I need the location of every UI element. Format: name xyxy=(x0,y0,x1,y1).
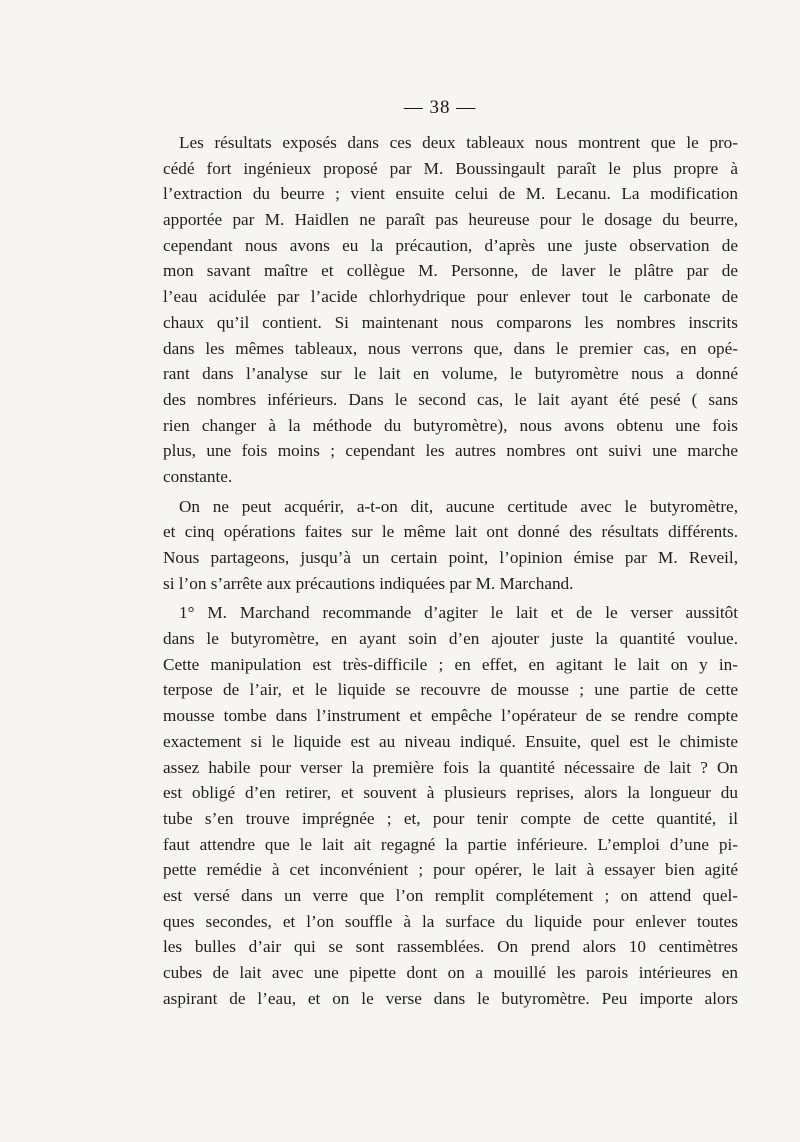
text-line: aspirant de l’eau, et on le verse dans le butyromètre. Peu importe alors xyxy=(163,988,738,1008)
text-line: plus, une fois moins ; cependant les autres nombres ont suivi une marche xyxy=(163,441,738,461)
text-line: cubes de lait avec une pipette dont on a mouillé les parois intérieures en xyxy=(163,963,738,982)
text-line: pette remédie à cet inconvénient ; pour opérer, le lait à essayer bien agité xyxy=(163,860,738,880)
text-line: les bulles d’air qui se sont rassemblées. On prend alors 10 centimètres xyxy=(163,937,738,957)
text-line: On ne peut acquérir, a-t-on dit, aucune certitude avec le butyromètre, xyxy=(179,496,738,516)
text-line: ques secondes, et l’on souffle à la surface du liquide pour enlever toutes xyxy=(163,911,738,931)
text-line: Nous partageons, jusqu’à un certain point, l’opinion émise par M. Reveil, xyxy=(163,548,738,567)
text-line: Les résultats exposés dans ces deux tableaux nous montrent que le pro- xyxy=(179,133,738,152)
text-line: mon savant maître et collègue M. Personne, de laver le plâtre par de xyxy=(163,261,738,281)
text-line: cédé fort ingénieux proposé par M. Boussingault paraît le plus propre à xyxy=(163,158,738,178)
text-line: assez habile pour verser la première fois la quantité nécessaire de lait ? On xyxy=(163,757,738,777)
text-line: mousse tombe dans l’instrument et empêche l’opérateur de se rendre compte xyxy=(163,706,738,726)
text-line: 1° M. Marchand recommande d’agiter le lait et de le verser aussitôt xyxy=(179,603,738,623)
text-line: terpose de l’air, et le liquide se recouvre de mousse ; une partie de cette xyxy=(163,680,738,700)
text-line: apportée par M. Haidlen ne paraît pas heureuse pour le dosage du beurre, xyxy=(163,210,738,230)
text-line: dans le butyromètre, en ayant soin d’en ajouter juste la quantité voulue. xyxy=(163,629,738,649)
text-line: cependant nous avons eu la précaution, d’après une juste observation de xyxy=(163,235,738,255)
text-line: l’extraction du beurre ; vient ensuite celui de M. Lecanu. La modification xyxy=(163,184,738,204)
text-line: tube s’en trouve imprégnée ; et, pour tenir compte de cette quantité, il xyxy=(163,808,738,828)
text-line: faut attendre que le lait ait regagné la partie inférieure. L’emploi d’une pi- xyxy=(163,834,738,854)
text-line: rant dans l’analyse sur le lait en volume, le butyromètre nous a donné xyxy=(163,364,738,384)
text-line: Cette manipulation est très-difficile ; en effet, en agitant le lait on y in- xyxy=(163,654,738,674)
page-number: — 38 — xyxy=(403,97,477,118)
text-line: rien changer à la méthode du butyromètre), nous avons obtenu une fois xyxy=(163,415,738,435)
text-line: est obligé d’en retirer, et souvent à plusieurs reprises, alors la longueur du xyxy=(163,783,738,803)
body-text xyxy=(163,130,738,1011)
text-line: si l’on s’arrête aux précautions indiquées par M. Marchand. xyxy=(163,573,574,593)
text-line: chaux qu’il contient. Si maintenant nous comparons les nombres inscrits xyxy=(163,312,738,332)
text-line: des nombres inférieurs. Dans le second cas, le lait ayant été pesé ( sans xyxy=(163,389,738,409)
text-line: dans les mêmes tableaux, nous verrons que, dans le premier cas, en opé- xyxy=(163,338,738,358)
text-line: l’eau acidulée par l’acide chlorhydrique pour enlever tout le carbonate de xyxy=(163,287,738,307)
paragraph-3 xyxy=(163,600,738,1011)
text-line: constante. xyxy=(163,466,233,486)
text-line: et cinq opérations faites sur le même lait ont donné des résultats différents. xyxy=(163,522,738,542)
paragraph-1 xyxy=(163,130,738,490)
text-line: est versé dans un verre que l’on remplit complétement ; on attend quel- xyxy=(163,885,738,905)
text-line: exactement si le liquide est au niveau indiqué. Ensuite, quel est le chimiste xyxy=(163,731,738,751)
paragraph-2 xyxy=(163,494,738,597)
